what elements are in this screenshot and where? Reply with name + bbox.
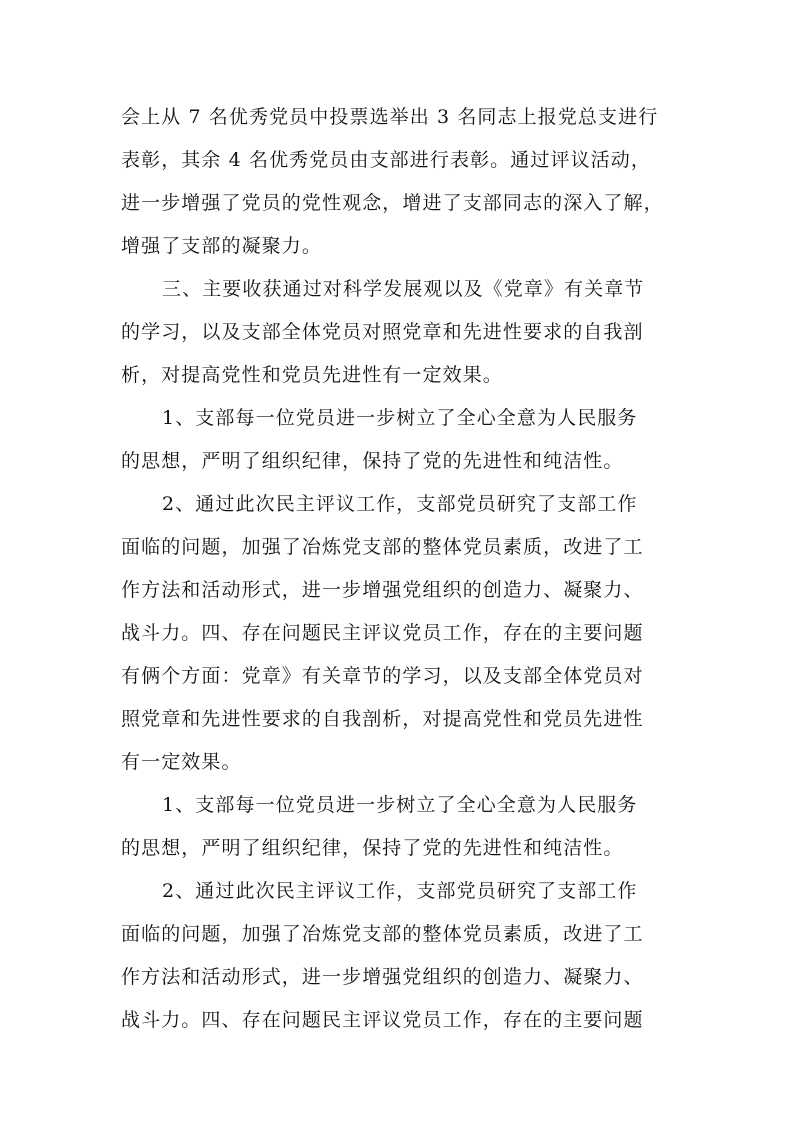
text-line: 增强了支部的凝聚力。 bbox=[121, 235, 323, 257]
paragraph-start-line: 三、主要收获通过对科学发展观以及《党章》有关章节 bbox=[162, 278, 645, 300]
text-line: 表彰，其余 4 名优秀党员由支部进行表彰。通过评议活动， bbox=[121, 149, 651, 171]
text-line: 有一定效果。 bbox=[121, 751, 242, 773]
text-line: 战斗力。四、存在问题民主评议党员工作，存在的主要问题 bbox=[121, 1009, 644, 1031]
text-line: 作方法和活动形式，进一步增强党组织的创造力、凝聚力、 bbox=[121, 579, 644, 601]
paragraph-start-line: 1、支部每一位党员进一步树立了全心全意为人民服务 bbox=[162, 407, 638, 429]
text-line: 作方法和活动形式，进一步增强党组织的创造力、凝聚力、 bbox=[121, 966, 644, 988]
text-line: 的思想，严明了组织纪律，保持了党的先进性和纯洁性。 bbox=[121, 450, 624, 472]
text-line: 的思想，严明了组织纪律，保持了党的先进性和纯洁性。 bbox=[121, 837, 624, 859]
text-line: 战斗力。四、存在问题民主评议党员工作，存在的主要问题 bbox=[121, 622, 644, 644]
text-line: 的学习，以及支部全体党员对照党章和先进性要求的自我剖 bbox=[121, 321, 644, 343]
text-line: 面临的问题，加强了冶炼党支部的整体党员素质，改进了工 bbox=[121, 536, 644, 558]
text-line: 照党章和先进性要求的自我剖析，对提高党性和党员先进性 bbox=[121, 708, 644, 730]
text-line: 会上从 7 名优秀党员中投票选举出 3 名同志上报党总支进行 bbox=[121, 106, 659, 128]
text-line: 有俩个方面：党章》有关章节的学习，以及支部全体党员对 bbox=[121, 665, 644, 687]
paragraph-start-line: 2、通过此次民主评议工作，支部党员研究了支部工作 bbox=[162, 880, 638, 902]
text-line: 析，对提高党性和党员先进性有一定效果。 bbox=[121, 364, 503, 386]
text-line: 进一步增强了党员的党性观念，增进了支部同志的深入了解， bbox=[121, 192, 664, 214]
paragraph-start-line: 1、支部每一位党员进一步树立了全心全意为人民服务 bbox=[162, 794, 638, 816]
paragraph-start-line: 2、通过此次民主评议工作，支部党员研究了支部工作 bbox=[162, 493, 638, 515]
text-line: 面临的问题，加强了冶炼党支部的整体党员素质，改进了工 bbox=[121, 923, 644, 945]
